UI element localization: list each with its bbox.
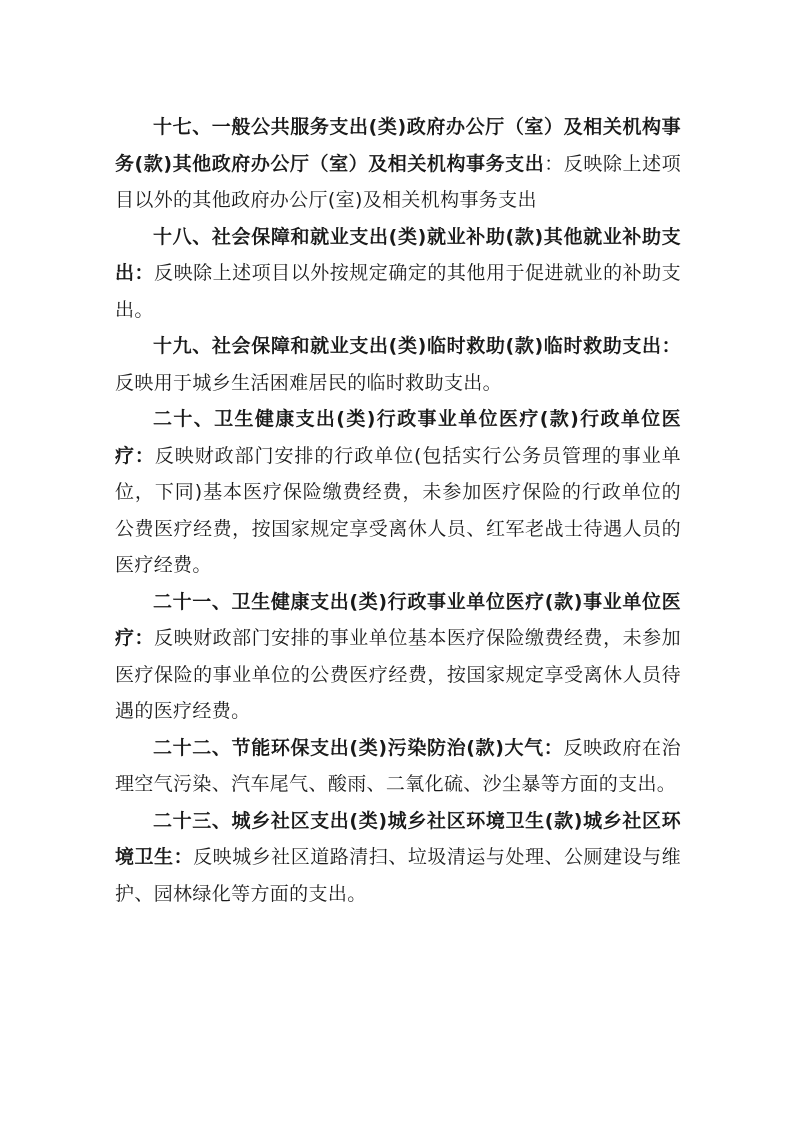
paragraph-18 — [115, 219, 681, 329]
paragraph-body: 反映财政部门安排的事业单位基本医疗保险缴费经费，未参加医疗保险的事业单位的公费医疗经费，按国家规定享受离休人员待遇的医疗经费。 — [115, 627, 681, 722]
paragraph-heading: 十八、社会保障和就业支出(类)就业补助(款)其他就业补助支出： — [115, 225, 681, 284]
paragraph-body: 反映用于城乡生活困难居民的临时救助支出。 — [115, 371, 503, 394]
paragraph-19 — [115, 328, 681, 401]
paragraph-body: 反映除上述项目以外按规定确定的其他用于促进就业的补助支出。 — [115, 262, 681, 321]
paragraph-body: 反映城乡社区道路清扫、垃圾清运与处理、公厕建设与维护、园林绿化等方面的支出。 — [115, 846, 681, 905]
paragraph-20 — [115, 401, 681, 584]
paragraph-21 — [115, 584, 681, 730]
paragraph-23 — [115, 803, 681, 913]
paragraph-heading: 二十一、卫生健康支出(类)行政事业单位医疗(款)事业单位医疗： — [115, 590, 681, 649]
paragraph-heading: 二十三、城乡社区支出(类)城乡社区环境卫生(款)城乡社区环境卫生： — [115, 809, 681, 868]
paragraph-heading: 十七、一般公共服务支出(类)政府办公厅（室）及相关机构事务(款)其他政府办公厅（室）及相关机构事务支出 — [115, 116, 681, 175]
paragraph-17 — [115, 109, 681, 219]
paragraph-body: 反映政府在治理空气污染、汽车尾气、酸雨、二氧化硫、沙尘暴等方面的支出。 — [115, 736, 681, 795]
paragraph-body: 反映财政部门安排的行政单位(包括实行公务员管理的事业单位，下同)基本医疗保险缴费经费，未参加医疗保险的行政单位的公费医疗经费，按国家规定享受离休人员、红军老战士待遇人员的医疗经费。 — [115, 444, 681, 576]
document-page — [115, 109, 681, 912]
paragraph-heading: 二十二、节能环保支出(类)污染防治(款)大气： — [153, 736, 564, 759]
paragraph-22 — [115, 730, 681, 803]
paragraph-heading: 十九、社会保障和就业支出(类)临时救助(款)临时救助支出： — [153, 335, 681, 357]
paragraph-body: ：反映除上述项目以外的其他政府办公厅(室)及相关机构事务支出 — [115, 152, 681, 211]
paragraph-heading: 二十、卫生健康支出(类)行政事业单位医疗(款)行政单位医疗： — [115, 408, 681, 467]
